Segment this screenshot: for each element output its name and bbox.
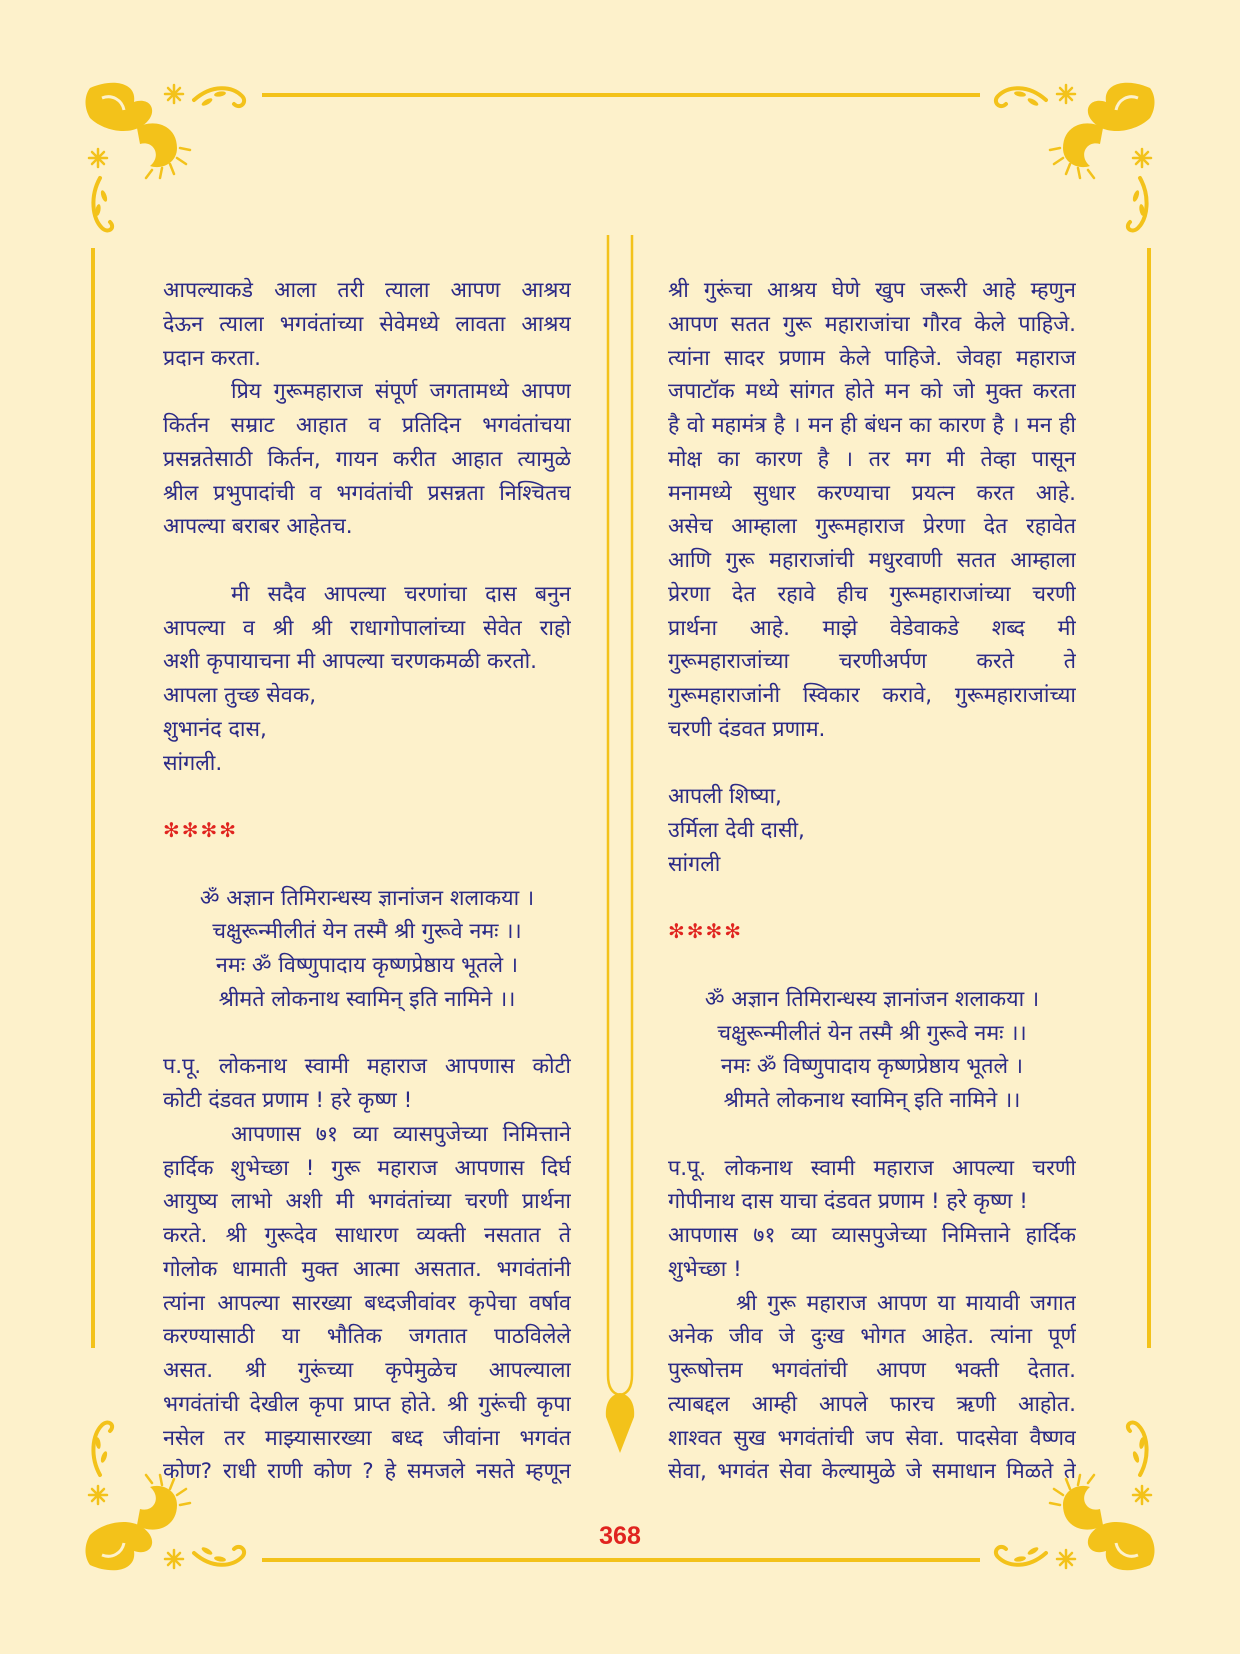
signature-line: आपली शिष्या, [668,784,782,810]
signature-line: शुभानंद दास, [163,716,267,742]
blank-line [668,882,1076,916]
paragraph-line: आपणास ७१ व्या व्यासपुजेच्या निमित्ताने हार्दिक [668,1223,1076,1248]
verse-line: श्रीमते लोकनाथ स्वामिन् इति नामिने ।। [723,1088,1021,1113]
border-right-line [1147,248,1151,1348]
right-column [668,274,1076,1489]
paragraph-line: प्रार्थना आहे. माझे वेडेवाकडे शब्द मी [668,615,1076,641]
blank-line [668,747,1076,781]
paragraph-line: किर्तन सम्राट आहात व प्रतिदिन भगवंतांचया [163,413,571,438]
verse-line: नमः ॐ विष्णुपादाय कृष्णप्रेष्ठाय भूतले । [720,1054,1024,1080]
paragraph-line: आपल्या बराबर आहेतच. [163,514,353,540]
paragraph-line: श्री गुरूंचा आश्रय घेणे खुप जरूरी आहे म्हणुन [668,278,1076,303]
verse-line: ॐ अज्ञान तिमिरान्धस्य ज्ञानांजन शलाकया । [199,885,535,911]
paragraph-line: प्रदान करता. [163,345,261,371]
verse-line: चक्षुरून्मीलीतं येन तस्मै श्री गुरूवे नमः ।। [717,1020,1027,1046]
left-column [163,274,571,1489]
page-number: 368 [599,1522,641,1550]
paragraph-line: चरणी दंडवत प्रणाम. [668,716,826,742]
paragraph-line: करण्यासाठी या भौतिक जगतात पाठविलेले [163,1324,571,1350]
paragraph-line: अनेक जीव जे दुःख भोगत आहेत. त्यांना पूर्ण [668,1324,1076,1350]
signature-line: आपला तुच्छ सेवक, [163,683,317,708]
paragraph-line: त्याबद्दल आम्ही आपले फारच ऋणी आहोत. [668,1391,1076,1417]
blank-line [163,1017,571,1051]
paragraph-line: गुरूमहाराजांच्या चरणीअर्पण करते ते [668,649,1076,675]
paragraph-line: मोक्ष का कारण है । तर मग मी तेव्हा पासून [668,446,1076,472]
paragraph-line: प.पू. लोकनाथ स्वामी महाराज आपल्या चरणी [668,1155,1076,1181]
column-divider-pendant-icon [600,235,640,1460]
paragraph-line: पुरूषोत्तम भगवंतांची आपण भक्ती देतात. [668,1358,1076,1383]
section-separator-stars: ✻✻✻✻ [668,919,744,944]
paragraph-line: अशी कृपायाचना मी आपल्या चरणकमळी करतो. [163,649,537,675]
paragraph-line: प्रसन्नतेसाठी किर्तन, गायन करीत आहात त्यामुळे [163,446,571,472]
paragraph-line: जपाटॉक मध्ये सांगत होते मन को जो मुक्त करता [668,379,1076,405]
paragraph-line: गुरूमहाराजांनी स्विकार करावे, गुरूमहाराजांच्या [668,683,1076,708]
paragraph-line: श्रील प्रभुपादांची व भगवंतांची प्रसन्नता निश्चितच [163,480,571,506]
corner-ornament-icon [983,78,1158,248]
verse-line: श्रीमते लोकनाथ स्वामिन् इति नामिने ।। [218,986,516,1012]
paragraph-line: हार्दिक शुभेच्छा ! गुरू महाराज आपणास दिर्घ [163,1155,571,1181]
paragraph-line: गोपीनाथ दास याचा दंडवत प्रणाम ! हरे कृष्ण ! [668,1189,1028,1215]
blank-line [668,949,1076,983]
paragraph-line: कोटी दंडवत प्रणाम ! हरे कृष्ण ! [163,1088,413,1113]
verse-line: ॐ अज्ञान तिमिरान्धस्य ज्ञानांजन शलाकया । [704,986,1040,1012]
signature-line: सांगली. [163,750,223,776]
signature-line: उर्मिला देवी दासी, [668,818,805,843]
paragraph-line: करते. श्री गुरूदेव साधारण व्यक्ती नसतात ते [163,1223,571,1248]
paragraph-line: भगवंतांची देखील कृपा प्राप्त होते. श्री गुरूंची कृपा [163,1391,571,1417]
paragraph-line: गोलोक धामाती मुक्त आत्मा असतात. भगवंतांनी [163,1256,571,1282]
blank-line [163,848,571,882]
paragraph-line: त्यांना सादर प्रणाम केले पाहिजे. जेवहा महाराज [668,345,1076,371]
paragraph-line: कोण? राधी राणी कोण ? हे समजले नसते म्हणून [163,1459,571,1485]
paragraph-line: आणि गुरू महाराजांची मधुरवाणी सतत आम्हाला [668,548,1076,573]
paragraph-line: आपण सतत गुरू महाराजांचा गौरव केले पाहिजे. [668,311,1076,337]
paragraph-line: त्यांना आपल्या सारख्या बध्दजीवांवर कृपेचा वर्षाव [163,1290,571,1316]
blank-line [163,544,571,578]
paragraph-line: असेच आम्हाला गुरूमहाराज प्रेरणा देत रहावेत [668,514,1076,540]
verse-line: नमः ॐ विष्णुपादाय कृष्णप्रेष्ठाय भूतले । [215,953,519,978]
section-separator-stars: ✻✻✻✻ [163,818,239,842]
border-top-line [262,93,980,97]
border-bottom-line [262,1558,980,1562]
verse-line: चक्षुरून्मीलीतं येन तस्मै श्री गुरूवे नमः ।। [212,919,522,945]
border-left-line [91,248,95,1348]
paragraph-line: है वो महामंत्र है । मन ही बंधन का कारण है । मन ही [668,413,1076,438]
paragraph-line: आयुष्य लाभो अशी मी भगवंतांच्या चरणी प्रार्थना [163,1189,571,1215]
paragraph-line: नसेल तर माझ्यासारख्या बध्द जीवांना भगवंत [163,1425,571,1451]
paragraph-line: आपल्याकडे आला तरी त्याला आपण आश्रय [163,278,571,303]
corner-ornament-icon [82,78,257,248]
paragraph-line: असत. श्री गुरूंच्या कृपेमुळेच आपल्याला [163,1358,571,1383]
blank-line [163,780,571,814]
paragraph-line: मनामध्ये सुधार करण्याचा प्रयत्न करत आहे. [668,480,1076,506]
paragraph-line: प.पू. लोकनाथ स्वामी महाराज आपणास कोटी [163,1054,571,1080]
paragraph-line: सेवा, भगवंत सेवा केल्यामुळे जे समाधान मिळते ते [668,1459,1076,1485]
paragraph-line: मी सदैव आपल्या चरणांचा दास बनुन [231,581,571,607]
paragraph-line: आपल्या व श्री श्री राधागोपालांच्या सेवेत राहो [163,615,571,641]
signature-line: सांगली [668,851,721,877]
paragraph-line: शुभेच्छा ! [668,1256,742,1282]
paragraph-line: प्रिय गुरूमहाराज संपूर्ण जगतामध्ये आपण [231,379,571,405]
paragraph-line: श्री गुरू महाराज आपण या मायावी जगात [736,1290,1076,1316]
paragraph-line: देऊन त्याला भगवंतांच्या सेवेमध्ये लावता आश्रय [163,311,571,337]
paragraph-line: आपणास ७१ व्या व्यासपुजेच्या निमित्ताने [231,1121,571,1147]
paragraph-line: शाश्वत सुख भगवंतांची जप सेवा. पादसेवा वैष्णव [668,1425,1076,1451]
paragraph-line: प्रेरणा देत रहावे हीच गुरूमहाराजांच्या चरणी [668,581,1076,607]
blank-line [668,1118,1076,1152]
